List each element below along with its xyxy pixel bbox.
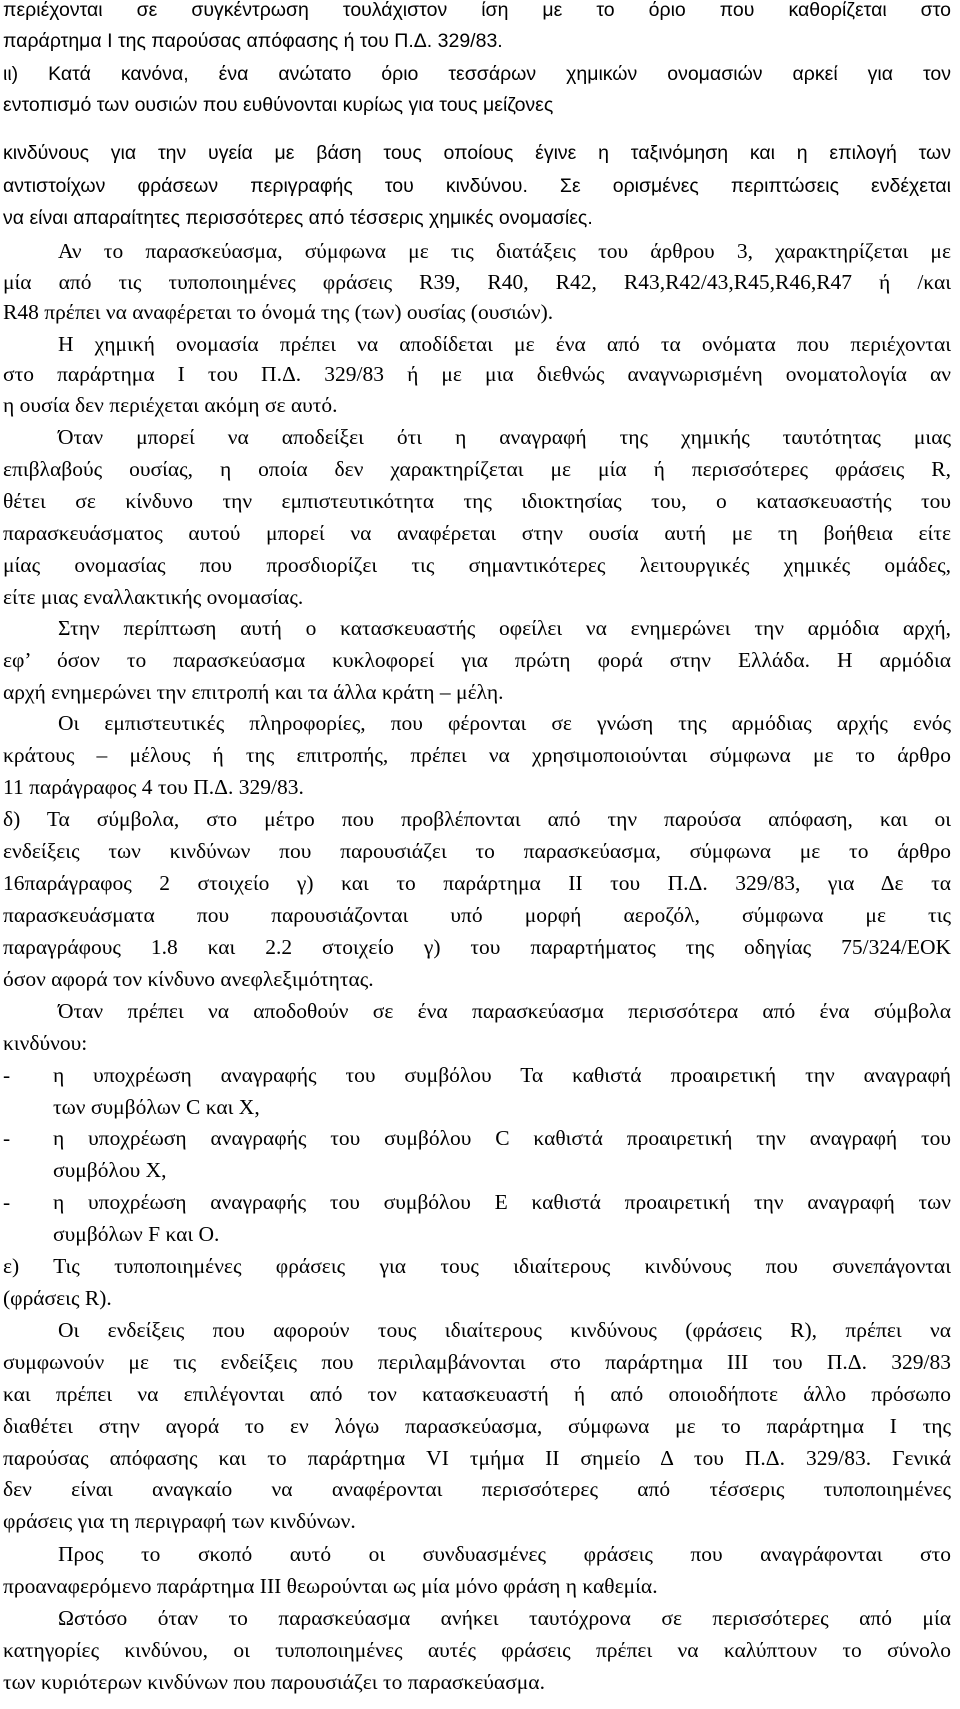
line-text: μία από τις τυποποιημένες φράσεις R39, R40, R42, R43,R42/43,R45,R46,R47 ή /και (3, 270, 951, 294)
text-line (3, 172, 951, 200)
line-text: μίας ονομασίας που προσδιορίζει τις σημαντικότερες λειτουργικές χημικές ομάδες, (3, 553, 951, 577)
line-text: των κυριότερων κινδύνων που παρουσιάζει το παρασκεύασμα. (3, 1670, 545, 1694)
text-line (3, 614, 951, 642)
list-dash: - (3, 1063, 11, 1087)
line-text: Προς το σκοπό αυτό οι συνδυασμένες φράσεις που αναγράφονται στο (58, 1542, 951, 1566)
line-text: Ωστόσο όταν το παρασκεύασμα ανήκει ταυτόχρονα σε περισσότερες από μία (58, 1606, 951, 1630)
line-text: παράρτημα I της παρούσας απόφασης ή του Π.Δ. 329/83. (3, 30, 503, 52)
text-line (3, 1572, 951, 1600)
line-text: 16παράγραφος 2 στοιχείο γ) και το παράρτημα ΙΙ του Π.Δ. 329/83, για Δε τα (3, 871, 951, 895)
text-line (3, 268, 951, 296)
line-text: παρασκευάσματος αυτού μπορεί να αναφέρεται στην ουσία αυτή με τη βοήθεια είτε (3, 521, 951, 545)
text-line (3, 551, 951, 579)
line-text: κινδύνους για την υγεία με βάση τους οποίους έγινε η ταξινόμηση και η επιλογή των (3, 142, 951, 164)
text-line (3, 901, 951, 929)
text-line (3, 1220, 951, 1248)
line-text: η υποχρέωση αναγραφής του συμβόλου Τα καθιστά προαιρετική την αναγραφή (53, 1063, 951, 1087)
text-line (3, 1412, 951, 1440)
text-line (3, 646, 951, 674)
line-text: αρχή ενημερώνει την επιτροπή και τα άλλα κράτη – μέλη. (3, 680, 504, 704)
text-line (3, 933, 951, 961)
text-line (3, 27, 951, 55)
line-text: όσον αφορά τον κίνδυνο ανεφλεξιμότητας. (3, 967, 374, 991)
text-line (3, 1252, 951, 1280)
text-line (3, 330, 951, 358)
text-line (3, 1475, 951, 1503)
text-line (3, 741, 951, 769)
line-text: ενδείξεις των κινδύνων που παρουσιάζει το παρασκεύασμα, σύμφωνα με το άρθρο (3, 839, 951, 863)
text-line (3, 204, 951, 232)
line-text: Όταν μπορεί να αποδείξει ότι η αναγραφή της χημικής ταυτότητας μιας (58, 425, 951, 449)
line-text: να είναι απαραίτητες περισσότερες από τέσσερις χημικές ονομασίες. (3, 207, 593, 229)
text-line (3, 1061, 951, 1089)
line-text: εντοπισμό των ουσιών που ευθύνονται κυρίως για τους μείζονες (3, 94, 554, 116)
text-line (3, 1156, 951, 1184)
text-line (3, 423, 951, 451)
list-dash: - (3, 1190, 11, 1214)
line-text: 11 παράγραφος 4 του Π.Δ. 329/83. (3, 775, 304, 799)
line-text: θέτει σε κίνδυνο την εμπιστευτικότητα της ιδιοκτησίας του, ο κατασκευαστής του (3, 489, 951, 513)
line-text: (φράσεις R). (3, 1286, 112, 1310)
text-line (3, 60, 951, 88)
line-text: παρασκευάσματα που παρουσιάζονται υπό μορφή αεροζόλ, σύμφωνα με τις (3, 903, 951, 927)
text-line (3, 709, 951, 737)
text-line (3, 139, 951, 167)
line-text: είτε μιας εναλλακτικής ονομασίας. (3, 585, 304, 609)
line-text: φράσεις για τη περιγραφή των κινδύνων. (3, 1509, 356, 1533)
text-line (3, 869, 951, 897)
text-line (3, 1380, 951, 1408)
line-text: δεν είναι αναγκαίο να αναφέρονται περισσότερες από τέσσερις τυποποιημένες (3, 1477, 951, 1501)
text-line (3, 805, 951, 833)
line-text: Η χημική ονομασία πρέπει να αποδίδεται με ένα από τα ονόματα που περιέχονται (58, 332, 951, 356)
line-text: και πρέπει να επιλέγονται από τον κατασκευαστή ή από οποιοδήποτε άλλο πρόσωπο (3, 1382, 951, 1406)
text-line (3, 1507, 951, 1535)
text-line (3, 1604, 951, 1632)
text-line (3, 1093, 951, 1121)
line-text: Οι ενδείξεις που αφορούν τους ιδιαίτερους κινδύνους (φράσεις R), πρέπει να (58, 1318, 951, 1342)
text-line (3, 1540, 951, 1568)
text-line (3, 583, 951, 611)
line-text: Αν το παρασκεύασμα, σύμφωνα με τις διατάξεις του άρθρου 3, χαρακτηρίζεται με (58, 239, 951, 263)
line-text: περιέχονται σε συγκέντρωση τουλάχιστον ίση με το όριο που καθορίζεται στο (3, 0, 951, 21)
line-text: συμβόλων F και Ο. (53, 1222, 220, 1246)
line-text: συμβόλου X, (53, 1158, 167, 1182)
text-line (3, 91, 951, 119)
text-line (3, 773, 951, 801)
text-line (3, 0, 951, 24)
line-text: προαναφερόμενο παράρτημα ΙΙΙ θεωρούνται ως μία μόνο φράση η καθεμία. (3, 1574, 658, 1598)
line-text: διαθέτει στην αγορά το εν λόγω παρασκεύασμα, σύμφωνα με το παράρτημα I της (3, 1414, 951, 1438)
text-line (3, 965, 951, 993)
text-line (3, 391, 951, 419)
text-line (3, 1188, 951, 1216)
line-text: ιι) Κατά κανόνα, ένα ανώτατο όριο τεσσάρων χημικών ονομασιών αρκεί για τον (3, 63, 951, 85)
text-line (3, 1668, 951, 1696)
line-text: συμφωνούν με τις ενδείξεις που περιλαμβάνονται στο παράρτημα ΙΙΙ του Π.Δ. 329/83 (3, 1350, 951, 1374)
line-text: κατηγορίες κινδύνου, οι τυποποιημένες αυτές φράσεις πρέπει να καλύπτουν το σύνολο (3, 1638, 951, 1662)
line-text: Στην περίπτωση αυτή ο κατασκευαστής οφείλει να ενημερώνει την αρμόδια αρχή, (58, 616, 951, 640)
line-text: δ) Τα σύμβολα, στο μέτρο που προβλέπονται από την παρούσα απόφαση, και οι (3, 807, 951, 831)
line-text: Οι εμπιστευτικές πληροφορίες, που φέρονται σε γνώση της αρμόδιας αρχής ενός (58, 711, 951, 735)
text-line (3, 298, 951, 326)
text-line (3, 1444, 951, 1472)
line-text: στο παράρτημα Ι του Π.Δ. 329/83 ή με μια διεθνώς αναγνωρισμένη ονοματολογία αν (3, 362, 951, 386)
line-text: κινδύνου: (3, 1031, 88, 1055)
text-line (3, 519, 951, 547)
line-text: η υποχρέωση αναγραφής του συμβόλου C καθιστά προαιρετική την αναγραφή του (53, 1126, 951, 1150)
list-dash: - (3, 1126, 11, 1150)
text-line (3, 487, 951, 515)
line-text: ε) Τις τυποποιημένες φράσεις για τους ιδιαίτερους κινδύνους που συνεπάγονται (3, 1254, 951, 1278)
line-text: εφ’ όσον το παρασκεύασμα κυκλοφορεί για πρώτη φορά στην Ελλάδα. Η αρμόδια (3, 648, 951, 672)
text-line (3, 1636, 951, 1664)
text-line (3, 360, 951, 388)
line-text: Όταν πρέπει να αποδοθούν σε ένα παρασκεύασμα περισσότερα από ένα σύμβολα (58, 999, 951, 1023)
text-line (3, 1348, 951, 1376)
line-text: R48 πρέπει να αναφέρεται το όνομά της (των) ουσίας (ουσιών). (3, 300, 554, 324)
text-line (3, 837, 951, 865)
text-line (3, 678, 951, 706)
line-text: παραγράφους 1.8 και 2.2 στοιχείο γ) του παραρτήματος της οδηγίας 75/324/ΕΟΚ (3, 935, 951, 959)
text-line (3, 237, 951, 265)
line-text: αντιστοίχων φράσεων περιγραφής του κινδύνου. Σε ορισμένες περιπτώσεις ενδέχεται (3, 175, 951, 197)
text-line (3, 1316, 951, 1344)
line-text: παρούσας απόφασης και το παράρτημα VI τμήμα ΙΙ σημείο Δ του Π.Δ. 329/83. Γενικά (3, 1446, 951, 1470)
text-line (3, 455, 951, 483)
line-text: των συμβόλων C και X, (53, 1095, 260, 1119)
text-line (3, 997, 951, 1025)
text-line (3, 1124, 951, 1152)
line-text: η ουσία δεν περιέχεται ακόμη σε αυτό. (3, 393, 338, 417)
line-text: κράτους – μέλους ή της επιτροπής, πρέπει να χρησιμοποιούνται σύμφωνα με το άρθρο (3, 743, 951, 767)
line-text: η υποχρέωση αναγραφής του συμβόλου Ε καθιστά προαιρετική την αναγραφή των (53, 1190, 951, 1214)
text-line (3, 1029, 951, 1057)
text-line (3, 1284, 951, 1312)
line-text: επιβλαβούς ουσίας, η οποία δεν χαρακτηρίζεται με μία ή περισσότερες φράσεις R, (3, 457, 951, 481)
